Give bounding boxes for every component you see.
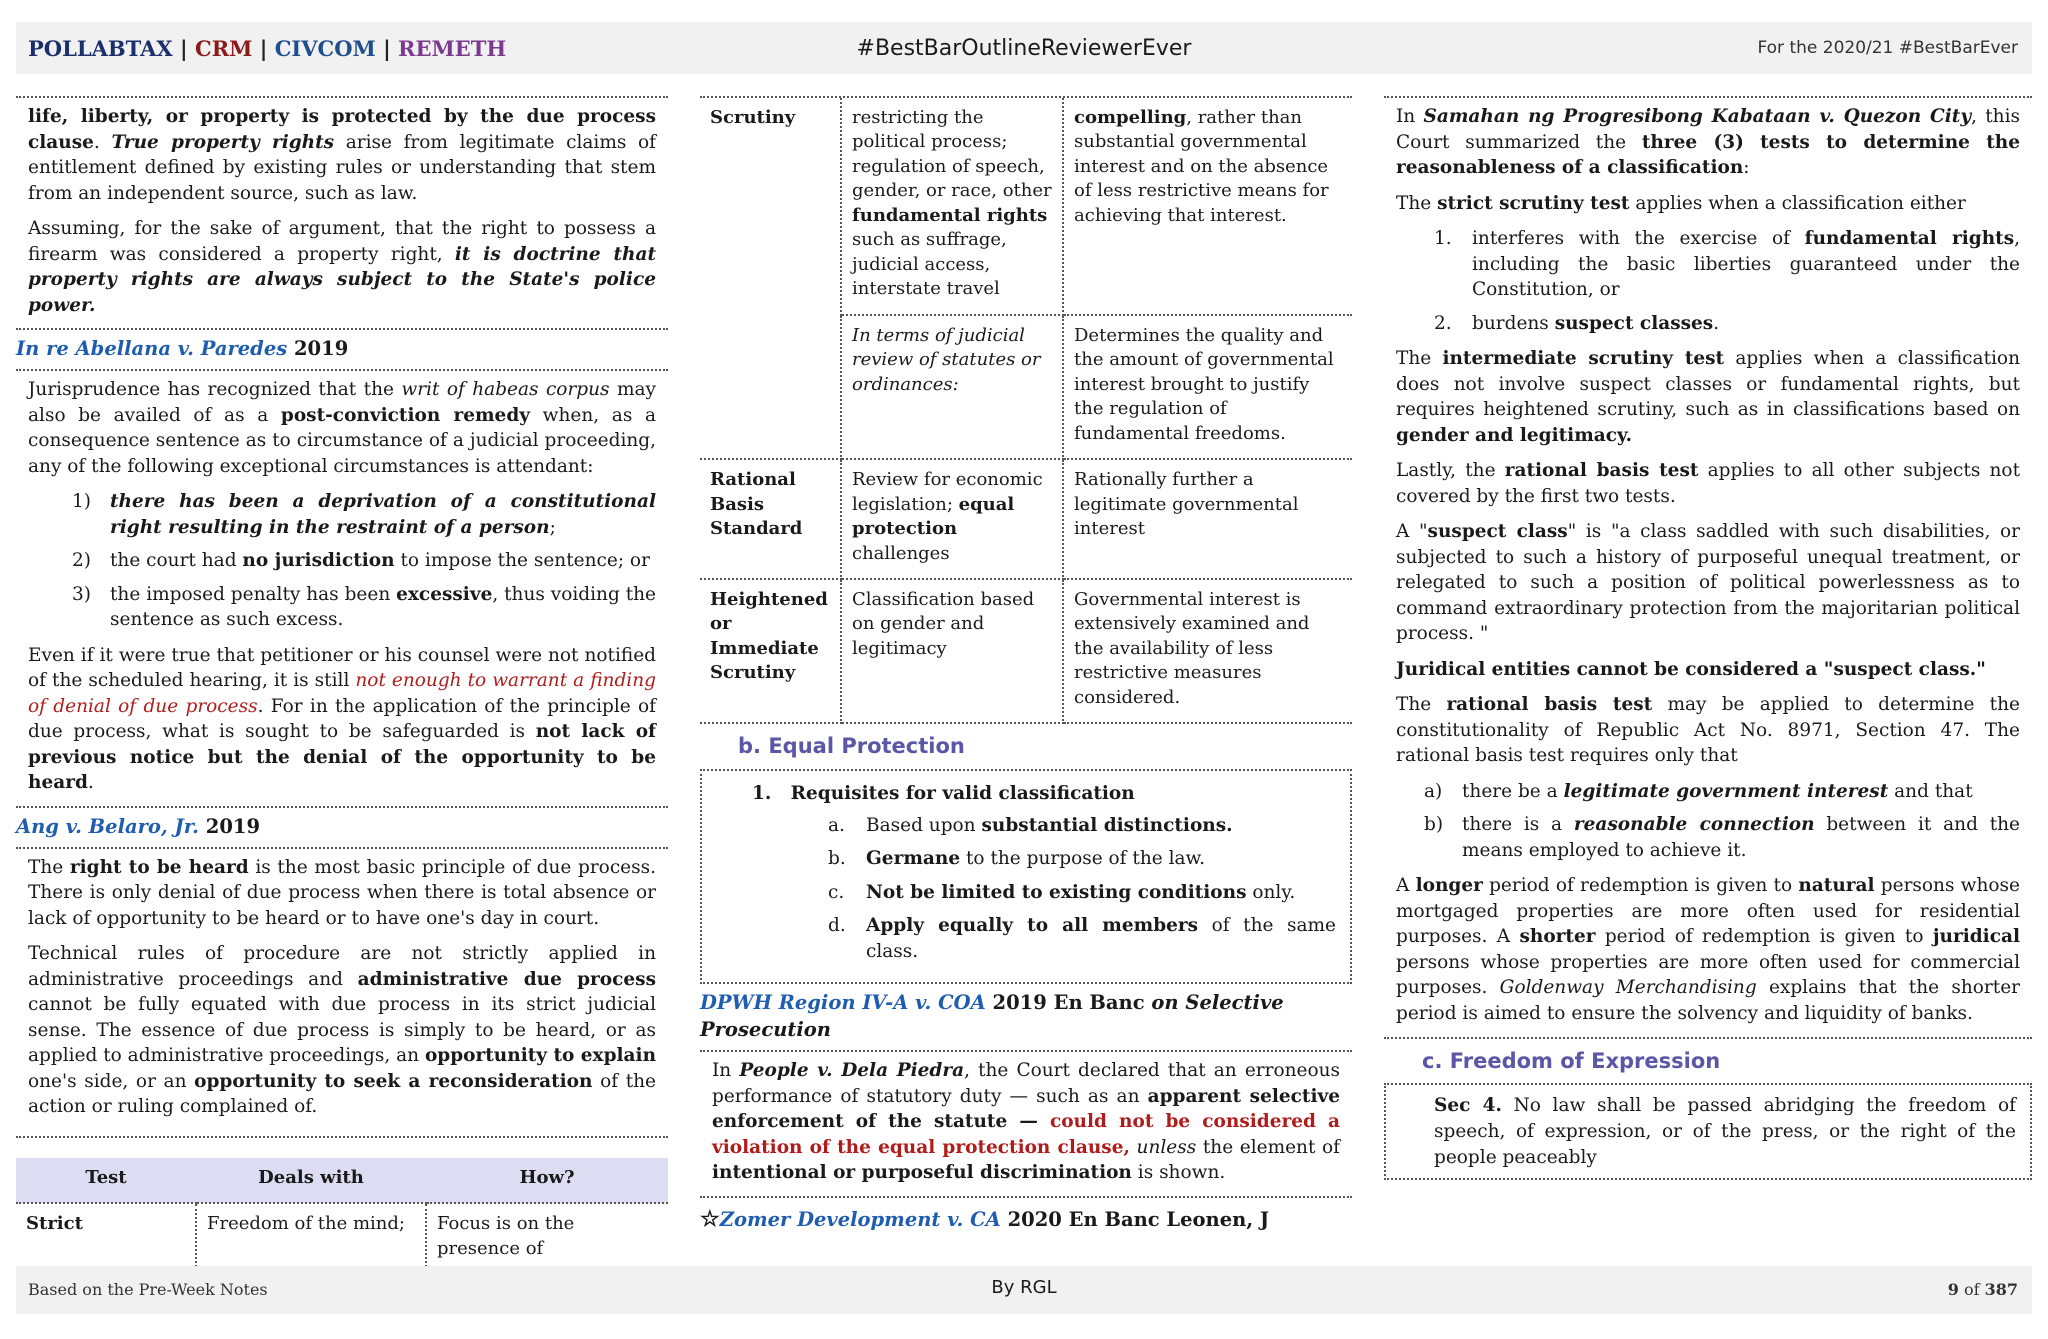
paragraph [28, 941, 656, 1120]
paragraph [1396, 346, 2020, 448]
list-text [866, 813, 1336, 839]
list-marker: c. [828, 881, 845, 903]
text-run: substantial distinctions. [981, 814, 1233, 836]
text-run: . [87, 772, 94, 794]
text-run: In terms of judicial review of statutes or ordinances: [852, 324, 1041, 395]
text-run: there has been a deprivation of a constitutional right resulting in the restraint of a person [110, 491, 656, 538]
text-run: Jurisprudence has recognized that the [28, 379, 402, 401]
requisites-list [716, 813, 1336, 965]
text-run: three (3) tests to determine the reasonableness of a classification [1396, 131, 2020, 179]
text-run: such as suffrage, judicial access, interstate travel [852, 229, 1007, 300]
text-run: life, liberty, or property is protected by the due process clause [28, 106, 656, 153]
star-icon: ☆ [700, 1205, 720, 1232]
table-row [700, 315, 1352, 459]
text-run: reasonable connection [1573, 814, 1815, 836]
text-run: may also be availed of as a [28, 379, 656, 426]
list-item [1424, 812, 2020, 863]
list-text [110, 548, 656, 574]
text-run: ; [549, 516, 556, 538]
test-name-cell: Heightened or Immediate Scrutiny [700, 579, 841, 723]
test-name-cell: Rational Basis Standard [700, 459, 841, 579]
case-heading [16, 806, 668, 849]
paragraph [712, 1058, 1340, 1186]
how-cell [1063, 98, 1352, 315]
text-run: opportunity to explain [424, 1045, 657, 1067]
table-cell: Strict [16, 1203, 196, 1274]
table-row [700, 98, 1352, 315]
paragraph [1396, 692, 2020, 769]
text-run: suspect classes [1554, 312, 1714, 334]
case-name: Zomer Development v. CA [719, 1207, 1001, 1231]
list-text [110, 582, 656, 633]
test-name-cell [700, 315, 841, 459]
text-run: persons whose properties are more often used for commercial purposes. [1396, 951, 2020, 999]
right-to-be-heard-text [16, 849, 668, 1130]
table-header-row [16, 1158, 668, 1203]
text-run: natural [1798, 875, 1875, 897]
text-run: one's side, or an [28, 1070, 195, 1092]
classification-tests-text [1384, 98, 2032, 1037]
text-run: Review for economic legislation; [852, 469, 1043, 515]
text-run: Governmental interest is extensively examined and the availability of less restrictive measures considered. [1074, 588, 1310, 708]
requisites-title [752, 781, 1336, 807]
requisites-box [700, 769, 1352, 984]
column-left [16, 96, 668, 1275]
list-text [866, 846, 1336, 872]
table-row [700, 579, 1352, 723]
list-text [110, 489, 656, 540]
deals-with-cell [841, 315, 1063, 459]
text-run: fundamental rights [852, 204, 1048, 226]
list-text [1472, 311, 2020, 337]
item-number: 1. [752, 783, 772, 805]
text-run: suspect class [1427, 521, 1568, 543]
text-run: The [1396, 348, 1443, 370]
paragraph [1396, 519, 2020, 647]
list-item [828, 913, 1336, 964]
table-header-cell: Test [16, 1158, 196, 1203]
case-heading [700, 984, 1352, 1052]
header-title: #BestBarOutlineReviewerEver [856, 35, 1192, 61]
text-run: restricting the political process; regulation of speech, gender, or race, other [852, 107, 1052, 202]
text-run: REMETH [398, 35, 507, 61]
page-header [16, 22, 2032, 74]
current-page: 9 [1947, 1280, 1959, 1299]
paragraph [1396, 104, 2020, 181]
list-marker: 2. [1434, 312, 1452, 334]
text-run: Based upon [866, 814, 982, 836]
text-run: Classification based on gender and legitimacy [852, 588, 1035, 659]
case-name: DPWH Region IV-A v. COA [700, 991, 986, 1015]
case-year: 2019 [198, 814, 261, 838]
text-run: juridical [1932, 926, 2020, 948]
deals-with-cell [841, 459, 1063, 579]
text-run: of the action or ruling complained of. [28, 1070, 656, 1118]
list-item [828, 813, 1336, 839]
list-marker: 1) [72, 491, 91, 513]
text-run: could not be considered a violation of the equal protection clause, [712, 1111, 1341, 1158]
text-run: may be applied to determine the constitutionality of Republic Act No. 8971, Section 47. The rational basis test requires only that [1396, 694, 2020, 767]
rational-basis-list [1396, 779, 2020, 864]
text-run: , rather than substantial governmental interest and on the absence of less restrictive means for achieving that interest. [1074, 107, 1329, 226]
case-info: 2020 En Banc Leonen, J [1000, 1207, 1270, 1231]
list-item [828, 846, 1336, 872]
text-run: Rationally further a legitimate governmental interest [1074, 469, 1299, 540]
list-item [1424, 779, 2020, 805]
paragraph [1396, 458, 2020, 509]
constitution-quote-box [1384, 1083, 2032, 1180]
text-run: period of redemption is given to [1595, 926, 1933, 948]
text-run: is the most basic principle of due process. There is only denial of due process when there is total absence or lack of opportunity to be heard or to have one's day in court. [28, 856, 656, 929]
text-run: the element of [1196, 1136, 1341, 1158]
text-run: to impose the sentence; or [394, 550, 650, 572]
column-middle [700, 96, 1352, 1240]
text-run: , this Court summarized the [1396, 106, 2020, 153]
test-name-cell: Scrutiny [700, 98, 841, 315]
header-edition: For the 2020/21 #BestBarEver [1757, 38, 2018, 58]
table-row [700, 459, 1352, 579]
list-text [1462, 812, 2020, 863]
text-run: unless [1136, 1136, 1197, 1158]
exception-list [28, 489, 656, 633]
text-run: persons whose mortgaged properties are more often used for residential purposes. A [1396, 875, 2021, 948]
paragraph [1396, 657, 2020, 683]
table-cell: Focus is on the presence of [426, 1203, 668, 1274]
text-run: it is doctrine that property rights are always subject to the State's police power. [28, 243, 656, 316]
list-marker: d. [828, 915, 846, 937]
text-run: applies to all other subjects not covered by the first two tests. [1396, 460, 2021, 507]
text-run: CRM [195, 35, 253, 61]
strict-scrutiny-list [1396, 226, 2020, 336]
text-run: POLLABTAX [28, 35, 173, 61]
text-run: explains that the shorter period is aimed to ensure the solvency and liquidity of banks. [1396, 977, 2020, 1024]
habeas-corpus-text [16, 371, 668, 806]
text-run: equal protection [852, 493, 1015, 540]
list-marker: b) [1424, 814, 1444, 836]
section-heading-equal-protection: b. Equal Protection [738, 734, 965, 759]
table-header-cell: Deals with [196, 1158, 426, 1203]
text-run: Lastly, the [1396, 460, 1505, 482]
text-run: CIVCOM [274, 35, 376, 61]
list-marker: 1. [1434, 228, 1452, 250]
page-number [1948, 1280, 2018, 1299]
text-run: burdens [1472, 312, 1555, 334]
text-run: there is a [1462, 814, 1574, 836]
text-run: Germane [866, 848, 961, 870]
text-run: of the same class. [866, 915, 1336, 962]
how-cell [1063, 315, 1352, 459]
case-heading [700, 1196, 1352, 1240]
text-run: strict scrutiny test [1437, 192, 1630, 214]
page-footer [16, 1266, 2032, 1314]
case-name: Ang v. Belaro, Jr. [16, 814, 199, 838]
text-run: Samahan ng Progresibong Kabataan v. Quezon City [1423, 106, 1972, 127]
table-row [16, 1203, 668, 1274]
text-run: the court had [110, 550, 243, 572]
text-run: | [375, 35, 399, 61]
text-run: gender and legitimacy. [1396, 424, 1633, 446]
text-run: , including the basic liberties guaranteed under the Constitution, or [1472, 228, 2020, 301]
text-run: True property rights [111, 131, 335, 153]
footer-source: Based on the Pre-Week Notes [28, 1280, 268, 1299]
list-item [66, 489, 656, 540]
text-run: . [93, 131, 112, 153]
table-header-cell: How? [426, 1158, 668, 1203]
table-cell: Freedom of the mind; [196, 1203, 426, 1274]
text-run: post-conviction remedy [280, 404, 531, 426]
text-run: The [1396, 192, 1438, 214]
text-run: period of redemption is given to [1482, 875, 1799, 897]
text-run: fundamental rights [1804, 228, 2015, 250]
text-run: rational basis test [1446, 694, 1653, 716]
text-run: arise from legitimate claims of entitlement defined by existing rules or understanding that stem from an independent source, such as law. [28, 131, 656, 204]
text-run: cannot be fully equated with due process in its strict judicial sense. The essence of due process is simply to be heard, or as applied to administrative proceedings, an [28, 994, 656, 1067]
paragraph [28, 855, 656, 932]
how-cell [1063, 579, 1352, 723]
text-run: People v. Dela Piedra [739, 1060, 965, 1082]
text-run: Juridical entities cannot be considered a "suspect class." [1396, 658, 1986, 680]
total-pages: 387 [1984, 1280, 2018, 1299]
sec4-text [1434, 1095, 2016, 1167]
case-name: In re Abellana v. Paredes [16, 337, 288, 361]
footer-author: By RGL [991, 1277, 1057, 1298]
text-run: rational basis test [1504, 460, 1699, 482]
list-marker: a. [828, 814, 845, 836]
list-marker: 2) [72, 550, 91, 572]
text-run: compelling [1074, 107, 1187, 128]
deals-with-cell [841, 579, 1063, 723]
list-item [828, 880, 1336, 906]
list-marker: a) [1424, 780, 1443, 802]
paragraph [28, 104, 656, 206]
paragraph [28, 216, 656, 318]
list-item [66, 582, 656, 633]
text-run: " is "a class saddled with such disabilities, or subjected to such a history of purposeful unequal treatment, or relegated to such a position of political powerlessness as to command extraordinary protection from the majoritarian political process. " [1396, 521, 2021, 645]
text-run: intermediate scrutiny test [1442, 348, 1725, 370]
text-run: not enough to warrant a finding of denial of due process [28, 670, 656, 717]
text-run: administrative due process [357, 968, 656, 990]
text-run: interferes with the exercise of [1472, 228, 1805, 250]
text-run: writ of habeas corpus [401, 379, 610, 401]
text-run: there be a [1462, 780, 1564, 802]
text-run: , thus voiding the sentence as such excess. [110, 583, 656, 631]
column-right [1384, 96, 2032, 1180]
scrutiny-table-continued [700, 98, 1352, 724]
text-run: no jurisdiction [242, 550, 395, 572]
list-text [866, 913, 1336, 964]
paragraph [1396, 873, 2020, 1026]
text-run: Technical rules of procedure are not strictly applied in administrative proceedings and [28, 943, 656, 990]
text-run: to the purpose of the law. [960, 848, 1206, 870]
text-run: legitimate government interest [1563, 780, 1889, 802]
item-title: Requisites for valid classification [790, 783, 1135, 805]
case-heading [16, 328, 668, 371]
text-run [1130, 1137, 1137, 1158]
list-marker: b. [828, 848, 846, 870]
text-run: Assuming, for the sake of argument, that the right to possess a firearm was considered a property right, [28, 218, 656, 265]
text-run: challenges [852, 542, 950, 564]
how-cell [1063, 459, 1352, 579]
page-of: of [1963, 1280, 1980, 1299]
list-text [1462, 779, 2020, 805]
list-text [866, 880, 1336, 906]
text-run: excessive [396, 583, 493, 605]
text-run: | [252, 35, 275, 61]
text-run: Apply equally to all members [866, 915, 1199, 937]
case-topic: on Selective Prosecution [700, 991, 1284, 1042]
list-item [1434, 311, 2020, 337]
text-run: opportunity to seek a reconsideration [194, 1070, 593, 1092]
text-run: Sec 4. [1434, 1095, 1502, 1117]
section-heading-freedom-of-expression: c. Freedom of Expression [1422, 1048, 1721, 1073]
paragraph [28, 643, 656, 796]
text-run: The [1396, 694, 1447, 716]
paragraph [1396, 191, 2020, 217]
text-run: : [1743, 157, 1750, 179]
text-run: applies when a classification either [1629, 192, 1966, 214]
case-year: 2019 [287, 337, 349, 361]
text-run: In [1396, 106, 1424, 127]
scrutiny-table [16, 1158, 668, 1275]
text-run: The [28, 856, 70, 878]
text-run: , the Court declared that an erroneous performance of statutory duty — such as an [712, 1060, 1340, 1107]
selective-prosecution-text [700, 1052, 1352, 1196]
text-run: In [712, 1060, 740, 1082]
text-run: A " [1396, 521, 1428, 543]
text-run: Determines the quality and the amount of governmental interest brought to justify the regulation of fundamental freedoms. [1074, 324, 1334, 444]
text-run: applies when a classification does not involve suspect classes or fundamental rights, but requires heightened scrutiny, such as in classifications based on [1396, 348, 2020, 421]
text-run: . [1713, 312, 1720, 334]
text-run: Goldenway Merchandising [1499, 977, 1757, 999]
text-run: only. [1246, 881, 1296, 903]
text-run: . For in the application of the principle of due process, what is sought to be safeguarded is [28, 695, 656, 743]
list-item [66, 548, 656, 574]
list-marker: 3) [72, 583, 91, 605]
text-run: right to be heard [69, 856, 249, 878]
text-run: not lack of previous notice but the denial of the opportunity to be heard [28, 721, 656, 794]
text-run: longer [1415, 875, 1483, 897]
text-run: and that [1888, 780, 1973, 802]
text-run: when, as a consequence sentence as to circumstance of a judicial proceeding, any of the following exceptional circumstances is attendant: [28, 404, 656, 477]
property-rights-text [16, 98, 668, 328]
text-run: Even if it were true that petitioner or his counsel were not notified of the scheduled hearing, it is still [28, 644, 656, 692]
text-run: A [1396, 875, 1416, 897]
text-run: shorter [1519, 926, 1596, 948]
list-item [1434, 226, 2020, 303]
text-run: No law shall be passed abridging the freedom of speech, of expression, or of the press, or the right of the people peaceably [1434, 1095, 2016, 1168]
text-run: is shown. [1131, 1162, 1226, 1184]
text-run: | [172, 35, 195, 61]
case-info: 2019 En Banc [985, 991, 1152, 1015]
text-run: the imposed penalty has been [110, 583, 397, 605]
text-run: apparent selective enforcement of the statute — [712, 1085, 1340, 1133]
paragraph [28, 377, 656, 479]
deals-with-cell [841, 98, 1063, 315]
list-text [1472, 226, 2020, 303]
text-run: intentional or purposeful discrimination [712, 1162, 1132, 1184]
text-run: Not be limited to existing conditions [866, 881, 1247, 903]
text-run: between it and the means employed to achieve it. [1462, 814, 2020, 861]
